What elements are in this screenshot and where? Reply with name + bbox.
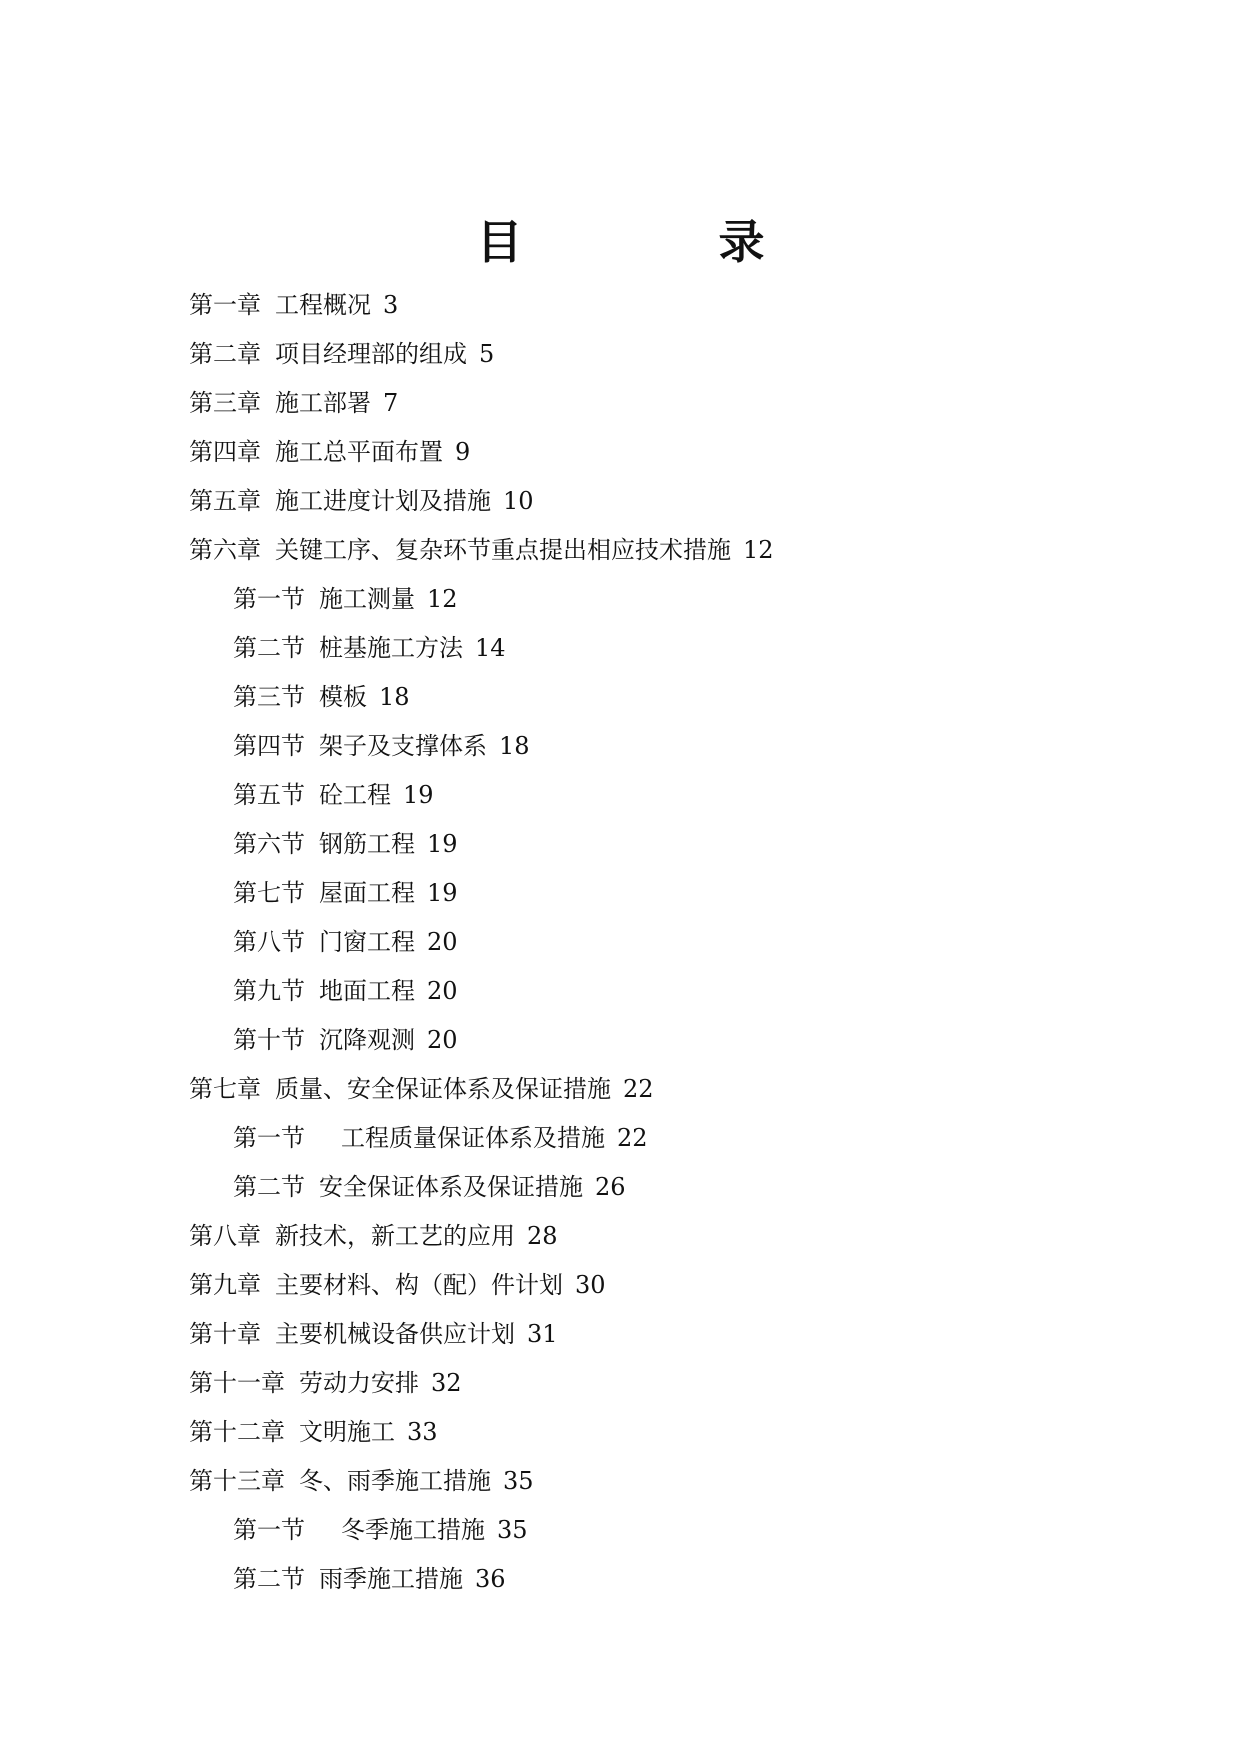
- toc-entry-text: 冬、雨季施工措施: [299, 1467, 491, 1495]
- toc-entry-number: 第一节: [233, 1124, 305, 1152]
- toc-entry-text: 门窗工程: [319, 928, 415, 956]
- toc-entry-page: 32: [431, 1369, 462, 1397]
- toc-entry-chapter-7[interactable]: [189, 1065, 1169, 1114]
- toc-entry-number: 第二章: [189, 340, 261, 368]
- toc-entry-number: 第十章: [189, 1320, 261, 1348]
- toc-entry-page: 5: [479, 340, 495, 368]
- toc-entry-number: 第八节: [233, 928, 305, 956]
- toc-entry-text: 关键工序、复杂环节重点提出相应技术措施: [275, 536, 731, 564]
- toc-entry-text: 模板: [319, 683, 367, 711]
- toc-entry-number: 第一节: [233, 585, 305, 613]
- toc-entry-text: 文明施工: [299, 1418, 395, 1446]
- toc-entry-page: 20: [427, 1026, 458, 1054]
- toc-entry-text: 施工总平面布置: [275, 438, 443, 466]
- toc-entry-section-6-7[interactable]: [189, 869, 1169, 918]
- toc-entry-number: 第十三章: [189, 1467, 285, 1495]
- toc-entry-page: 19: [403, 781, 434, 809]
- toc-entry-page: 19: [427, 879, 458, 907]
- toc-entry-text: 工程质量保证体系及措施: [341, 1124, 605, 1152]
- toc-entry-section-7-1[interactable]: [189, 1114, 1169, 1163]
- toc-entry-section-6-9[interactable]: [189, 967, 1169, 1016]
- toc-entry-number: 第十节: [233, 1026, 305, 1054]
- toc-entry-page: 18: [499, 732, 530, 760]
- toc-entry-text: 项目经理部的组成: [275, 340, 467, 368]
- toc-entry-chapter-5[interactable]: [189, 477, 1169, 526]
- toc-entry-chapter-3[interactable]: [189, 379, 1169, 428]
- toc-entry-text: 主要材料、构（配）件计划: [275, 1271, 563, 1299]
- toc-entry-text: 质量、安全保证体系及保证措施: [275, 1075, 611, 1103]
- toc-entry-number: 第四章: [189, 438, 261, 466]
- toc-entry-text: 工程概况: [275, 291, 371, 319]
- toc-entry-chapter-1[interactable]: [189, 281, 1169, 330]
- toc-entry-section-6-8[interactable]: [189, 918, 1169, 967]
- toc-entry-number: 第三章: [189, 389, 261, 417]
- toc-entry-page: 3: [383, 291, 399, 319]
- toc-entry-text: 砼工程: [319, 781, 391, 809]
- toc-entry-page: 22: [617, 1124, 648, 1152]
- toc-entry-page: 20: [427, 928, 458, 956]
- toc-entry-number: 第九节: [233, 977, 305, 1005]
- toc-entry-number: 第十二章: [189, 1418, 285, 1446]
- page-title: 目 录: [476, 215, 855, 269]
- toc-entry-chapter-10[interactable]: [189, 1310, 1169, 1359]
- toc-entry-number: 第九章: [189, 1271, 261, 1299]
- toc-entry-number: 第四节: [233, 732, 305, 760]
- toc-entry-page: 36: [475, 1565, 506, 1593]
- toc-entry-chapter-9[interactable]: [189, 1261, 1169, 1310]
- toc-entry-number: 第七节: [233, 879, 305, 907]
- toc-entry-page: 12: [427, 585, 458, 613]
- toc-entry-page: 35: [497, 1516, 528, 1544]
- toc-entry-chapter-2[interactable]: [189, 330, 1169, 379]
- toc-entry-page: 35: [503, 1467, 534, 1495]
- toc-entry-text: 沉降观测: [319, 1026, 415, 1054]
- toc-entry-section-13-1[interactable]: [189, 1506, 1169, 1555]
- toc-entry-chapter-11[interactable]: [189, 1359, 1169, 1408]
- toc-entry-section-6-10[interactable]: [189, 1016, 1169, 1065]
- toc-entry-page: 30: [575, 1271, 606, 1299]
- toc-entry-number: 第五章: [189, 487, 261, 515]
- toc-entry-text: 架子及支撑体系: [319, 732, 487, 760]
- toc-entry-chapter-13[interactable]: [189, 1457, 1169, 1506]
- toc-entry-text: 地面工程: [319, 977, 415, 1005]
- toc-entry-number: 第二节: [233, 1173, 305, 1201]
- toc-entry-number: 第十一章: [189, 1369, 285, 1397]
- toc-entry-text: 施工测量: [319, 585, 415, 613]
- toc-entry-text: 屋面工程: [319, 879, 415, 907]
- toc-entry-page: 31: [527, 1320, 558, 1348]
- toc-entry-page: 9: [455, 438, 471, 466]
- toc-entry-number: 第五节: [233, 781, 305, 809]
- toc-entry-number: 第一节: [233, 1516, 305, 1544]
- toc-entry-text: 桩基施工方法: [319, 634, 463, 662]
- toc-entry-page: 22: [623, 1075, 654, 1103]
- toc-entry-page: 10: [503, 487, 534, 515]
- toc-entry-section-13-2[interactable]: [189, 1555, 1169, 1604]
- toc-entry-text: 劳动力安排: [299, 1369, 419, 1397]
- toc-entry-page: 20: [427, 977, 458, 1005]
- toc-entry-text: 施工部署: [275, 389, 371, 417]
- toc-entry-page: 14: [475, 634, 506, 662]
- toc-entry-section-6-4[interactable]: [189, 722, 1169, 771]
- toc-entry-number: 第六章: [189, 536, 261, 564]
- toc-entry-section-7-2[interactable]: [189, 1163, 1169, 1212]
- toc-entry-section-6-6[interactable]: [189, 820, 1169, 869]
- toc-entry-text: 主要机械设备供应计划: [275, 1320, 515, 1348]
- toc-entry-page: 7: [383, 389, 399, 417]
- toc-entry-chapter-4[interactable]: [189, 428, 1169, 477]
- toc-entry-number: 第八章: [189, 1222, 261, 1250]
- toc-entry-chapter-12[interactable]: [189, 1408, 1169, 1457]
- toc-entry-page: 33: [407, 1418, 438, 1446]
- toc-entry-section-6-2[interactable]: [189, 624, 1169, 673]
- toc-entry-number: 第二节: [233, 1565, 305, 1593]
- toc-list: [189, 281, 1169, 1604]
- toc-entry-number: 第六节: [233, 830, 305, 858]
- toc-entry-text: 新技术，新工艺的应用: [275, 1222, 515, 1250]
- toc-entry-number: 第三节: [233, 683, 305, 711]
- toc-entry-number: 第二节: [233, 634, 305, 662]
- toc-entry-page: 26: [595, 1173, 626, 1201]
- toc-entry-chapter-6[interactable]: [189, 526, 1169, 575]
- toc-entry-page: 12: [743, 536, 774, 564]
- toc-entry-number: 第一章: [189, 291, 261, 319]
- toc-entry-number: 第七章: [189, 1075, 261, 1103]
- toc-entry-section-6-3[interactable]: [189, 673, 1169, 722]
- toc-entry-page: 18: [379, 683, 410, 711]
- toc-entry-text: 钢筋工程: [319, 830, 415, 858]
- toc-entry-page: 28: [527, 1222, 558, 1250]
- toc-entry-text: 雨季施工措施: [319, 1565, 463, 1593]
- toc-entry-page: 19: [427, 830, 458, 858]
- toc-entry-text: 施工进度计划及措施: [275, 487, 491, 515]
- toc-entry-section-6-5[interactable]: [189, 771, 1169, 820]
- toc-entry-text: 安全保证体系及保证措施: [319, 1173, 583, 1201]
- toc-entry-chapter-8[interactable]: [189, 1212, 1169, 1261]
- toc-entry-section-6-1[interactable]: [189, 575, 1169, 624]
- toc-entry-text: 冬季施工措施: [341, 1516, 485, 1544]
